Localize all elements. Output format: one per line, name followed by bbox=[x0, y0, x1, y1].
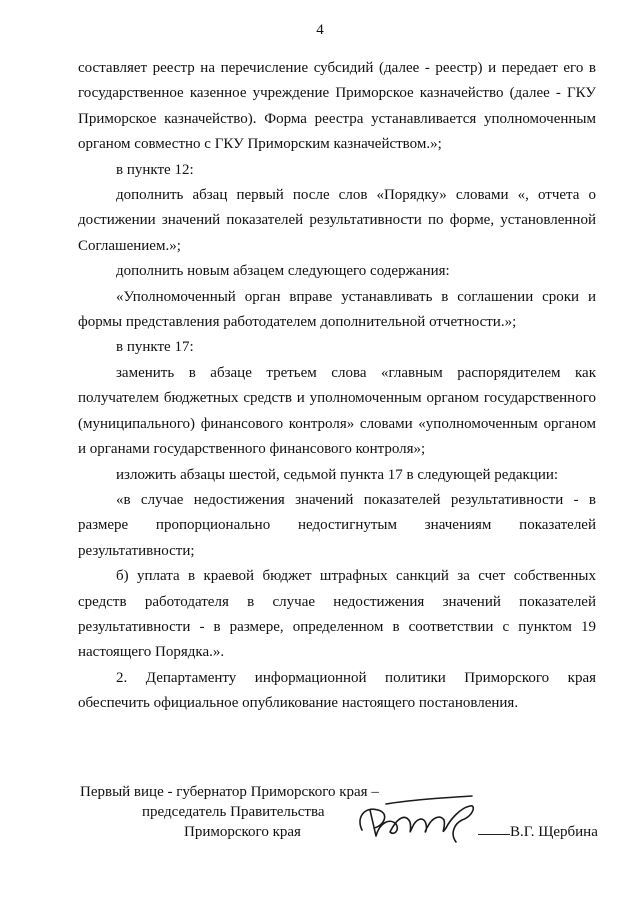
paragraph-11: 2. Департаменту информационной политики Приморского края обеспечить официальное опубликование настоящего постановления. bbox=[78, 669, 596, 712]
signer-name: В.Г. Щербина bbox=[510, 824, 598, 840]
handwritten-signature bbox=[350, 792, 490, 852]
signer-title-line-3: Приморского края bbox=[184, 824, 301, 840]
paragraph-4: дополнить новым абзацем следующего содержания: bbox=[116, 263, 450, 280]
paragraph-7: заменить в абзаце третьем слова «главным распорядителем как получателем бюджетных средств и уполномоченным органом государственного (муниципального) финансового контроля» словами «уполномоченным органом и органами государственного финансового контроля»; bbox=[78, 364, 596, 458]
signer-title-line-1: Первый вице - губернатор Приморского края – bbox=[80, 784, 379, 800]
paragraph-1: составляет реестр на перечисление субсидий (далее - реестр) и передает его в государственное казенное учреждение Приморское казначейство (далее - ГКУ Приморское казначейство). Форма реестра устанавливается уполномоченным органом совместно с ГКУ Приморским казначейством.»; bbox=[78, 60, 596, 153]
paragraph-8: изложить абзацы шестой, седьмой пункта 17 в следующей редакции: bbox=[116, 466, 559, 483]
paragraph-2: в пункте 12: bbox=[116, 161, 194, 178]
paragraph-5: «Уполномоченный орган вправе устанавливать в соглашении сроки и формы представления работодателем дополнительной отчетности.»; bbox=[78, 288, 596, 331]
page-number: 4 bbox=[316, 22, 324, 38]
signature-block bbox=[80, 784, 610, 864]
signer-title-line-2: председатель Правительства bbox=[142, 804, 325, 820]
paragraph-10: б) уплата в краевой бюджет штрафных санкций за счет собственных средств работодателя в случае недостижения значений показателей результативности - в размере, определенном в соответствии с пунктом 19 настоящего Порядка.». bbox=[78, 568, 596, 661]
paragraph-3: дополнить абзац первый после слов «Порядку» словами «, отчета о достижении значений показателей результативности по форме, установленной Соглашением.»; bbox=[78, 187, 596, 254]
paragraph-6: в пункте 17: bbox=[116, 339, 194, 356]
document-body bbox=[78, 56, 596, 717]
paragraph-9: «в случае недостижения значений показателей результативности - в размере пропорционально недостигнутым значениям показателей результативности; bbox=[78, 491, 596, 559]
